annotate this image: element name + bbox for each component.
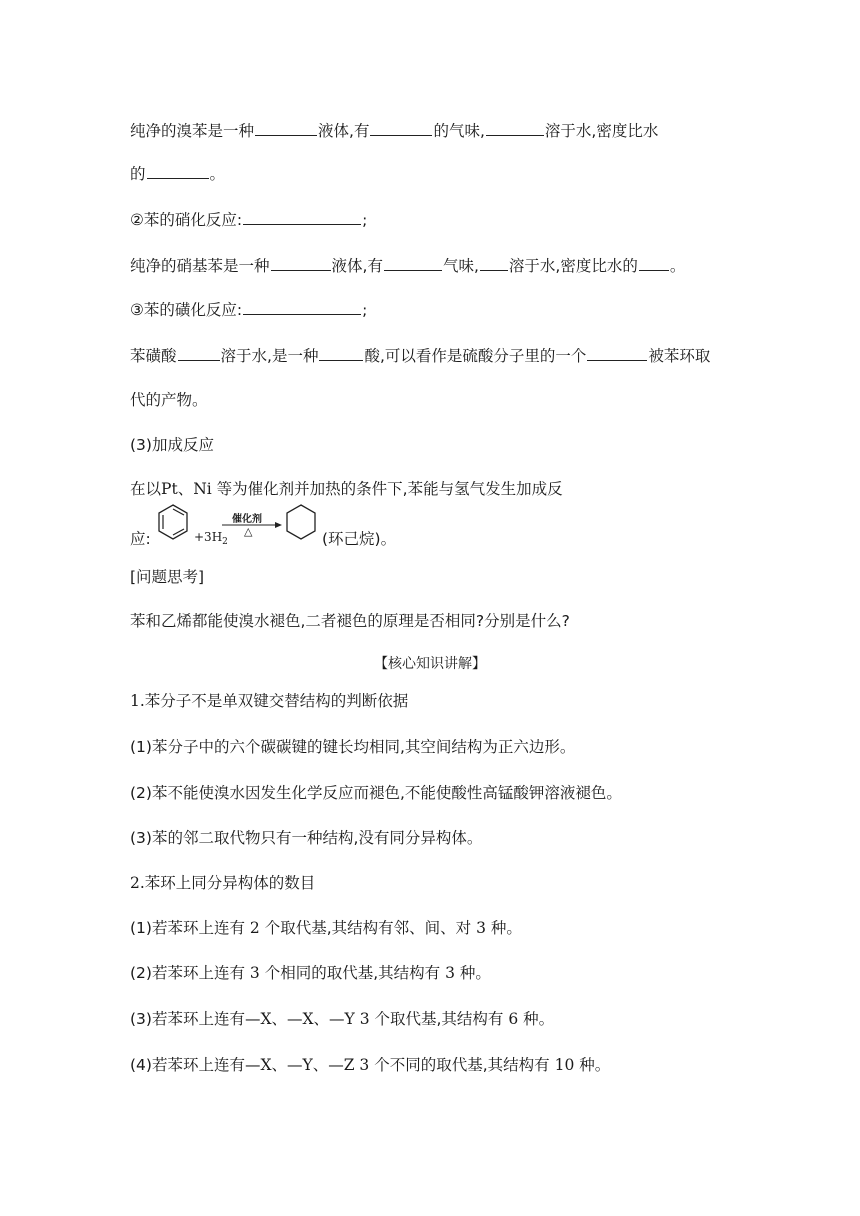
text: 个取代基,其结构有邻、间、对 — [259, 919, 477, 937]
text: (2)若苯环上连有 — [130, 964, 250, 982]
section-1-item-2: (2)苯不能使溴水因发生化学反应而褪色,不能使酸性高锰酸钾溶液褪色。 — [130, 784, 622, 802]
substituents: X、—X、—Y 3 — [260, 1010, 370, 1028]
text: 等为催化剂并加热的条件下,苯能与氢气发生加成反 — [216, 480, 563, 498]
text: 应: — [130, 530, 151, 548]
addition-title: (3)加成反应 — [130, 436, 214, 454]
number: 2 — [249, 919, 260, 937]
fill-blank[interactable] — [384, 254, 442, 271]
text: +3H — [194, 530, 223, 544]
text: ③苯的磺化反应: — [130, 301, 243, 319]
text: ; — [362, 211, 368, 229]
text: 。 — [669, 257, 686, 275]
number: 3 — [249, 964, 260, 982]
sulfonic-acid-line-1 — [130, 344, 710, 367]
section-1-item-3: (3)苯的邻二取代物只有一种结构,没有同分异构体。 — [130, 829, 483, 847]
hydrogenation-equation — [130, 503, 530, 547]
text: 被苯环取 — [648, 347, 711, 365]
text: 种。 — [485, 919, 522, 937]
section-2-item-3 — [130, 1008, 554, 1030]
text: 个取代基,其结构有 — [369, 1010, 509, 1028]
sulfonic-acid-line-2 — [130, 389, 208, 411]
bromobenzene-line-2 — [130, 162, 225, 185]
text: 苯环上同分异构体的数目 — [144, 874, 316, 892]
section-2-item-1 — [130, 917, 522, 939]
heat-label: △ — [244, 525, 253, 538]
text: ; — [362, 301, 368, 319]
fill-blank[interactable] — [243, 298, 361, 315]
fill-blank[interactable] — [319, 344, 363, 361]
fill-blank[interactable] — [587, 344, 647, 361]
subscript: 2 — [222, 537, 228, 547]
text: 、 — [177, 480, 194, 498]
text: 。 — [209, 165, 226, 183]
text: ②苯的硝化反应: — [130, 211, 243, 229]
section-1-item-1: (1)苯分子中的六个碳碳键的键长均相同,其空间结构为正六边形。 — [130, 738, 576, 756]
text: 个不同的取代基,其结构有 — [369, 1056, 555, 1074]
text: 种。 — [574, 1056, 611, 1074]
section-2-item-4 — [130, 1054, 610, 1076]
text: 苯分子不是单双键交替结构的判断依据 — [144, 692, 409, 710]
number: 3 — [445, 964, 455, 982]
text: (3)若苯环上连有— — [130, 1010, 261, 1028]
text: 的气味, — [433, 122, 485, 140]
number: 10 — [554, 1056, 575, 1074]
catalyst-label: 催化剂 — [232, 514, 262, 525]
bromobenzene-line-1 — [130, 119, 658, 142]
text: 纯净的硝基苯是一种 — [130, 257, 270, 275]
question-label: [问题思考] — [130, 568, 205, 586]
substituents: X、—Y、—Z 3 — [260, 1056, 370, 1074]
hydrogen-term — [194, 530, 228, 547]
product-label: (环己烷)。 — [322, 530, 397, 548]
section-1-title — [130, 690, 408, 712]
fill-blank[interactable] — [178, 344, 220, 361]
fill-blank[interactable] — [486, 119, 544, 136]
text: 纯净的溴苯是一种 — [130, 122, 255, 140]
fill-blank[interactable] — [147, 162, 209, 179]
section-2-title — [130, 872, 315, 894]
text: 在以 — [130, 480, 162, 498]
text: 液体,有 — [331, 257, 383, 275]
number: 3 — [476, 919, 486, 937]
fill-blank[interactable] — [370, 119, 432, 136]
benzene-ring-icon — [156, 503, 190, 543]
text: 气味, — [442, 257, 479, 275]
fill-blank[interactable] — [243, 208, 361, 225]
addition-line-1 — [130, 478, 563, 500]
fill-blank[interactable] — [639, 254, 669, 271]
text: 酸,可以看作是硫酸分子里的一个 — [364, 347, 587, 365]
fill-blank[interactable] — [271, 254, 331, 271]
nitrobenzene-description — [130, 254, 685, 277]
text: 代的产物。 — [130, 391, 208, 409]
text: 液体,有 — [318, 122, 370, 140]
core-knowledge-heading: 【核心知识讲解】 — [374, 656, 486, 672]
text: (1)若苯环上连有 — [130, 919, 250, 937]
section-number: 2. — [130, 874, 145, 892]
question-text: 苯和乙烯都能使溴水褪色,二者褪色的原理是否相同?分别是什么? — [130, 612, 570, 630]
nitration-title — [130, 208, 367, 231]
section-number: 1. — [130, 692, 145, 710]
fill-blank[interactable] — [255, 119, 317, 136]
fill-blank[interactable] — [480, 254, 508, 271]
cyclohexane-ring-icon — [284, 503, 318, 543]
pt-symbol: Pt — [161, 480, 178, 498]
number: 6 — [508, 1010, 519, 1028]
text: 种。 — [518, 1010, 555, 1028]
text: 个相同的取代基,其结构有 — [259, 964, 446, 982]
section-2-item-2 — [130, 962, 491, 984]
text: 苯磺酸 — [130, 347, 177, 365]
text: 溶于水,密度比水 — [544, 122, 659, 140]
text: (4)若苯环上连有— — [130, 1056, 261, 1074]
ni-symbol: Ni — [193, 480, 212, 498]
text: 的 — [130, 165, 146, 183]
text: 溶于水,是一种 — [220, 347, 319, 365]
text: 种。 — [454, 964, 491, 982]
text: 溶于水,密度比水的 — [508, 257, 638, 275]
sulfonation-title — [130, 298, 367, 321]
